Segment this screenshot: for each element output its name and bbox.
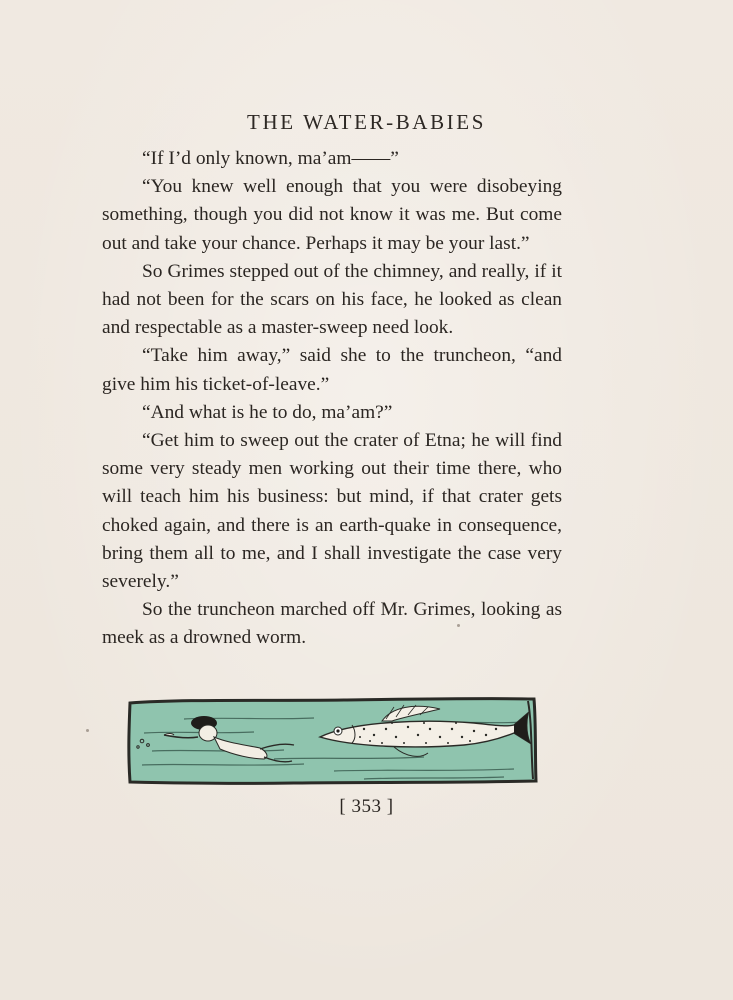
paper-speck	[457, 624, 460, 627]
illustration-drawing	[124, 693, 540, 789]
running-head: THE WATER-BABIES	[247, 110, 486, 134]
paragraph: “Get him to sweep out the crater of Etna; he will find some very steady men working out their time there, who will teach him his business: but mind, if that crater gets choked again, and there is an earth-quake in consequence, bring them all to me, and I shall investigate the case very severely.”	[102, 430, 562, 593]
paragraph: So the truncheon marched off Mr. Grimes, looking as meek as a drowned worm.	[102, 599, 562, 649]
paragraph: “And what is he to do, ma’am?”	[142, 401, 393, 423]
page-number: [ 353 ]	[339, 796, 394, 817]
paper-speck	[86, 729, 89, 732]
paragraph: “You knew well enough that you were disobeying something, though you did not know it was me. But come out and take your chance. Perhaps it may be your last.”	[102, 176, 562, 254]
paragraph: So Grimes stepped out of the chimney, and really, if it had not been for the scars on his face, he looked as clean and respectable as a master-sweep need look.	[102, 260, 562, 339]
swimming-baby-and-fish-illustration	[124, 693, 540, 789]
paragraph: “Take him away,” said she to the truncheon, “and give him his ticket-of-leave.”	[102, 345, 562, 395]
paragraph: “If I’d only known, ma’am——”	[142, 148, 399, 169]
body-text	[102, 145, 562, 653]
